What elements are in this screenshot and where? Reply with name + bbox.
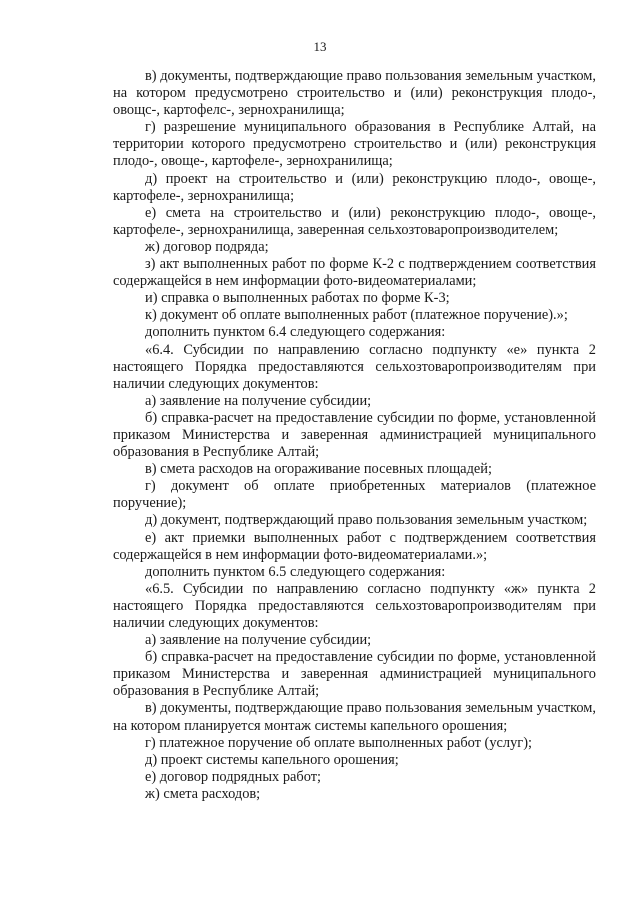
paragraph: и) справка о выполненных работах по форме К-3;	[145, 290, 450, 307]
paragraph: д) проект системы капельного орошения;	[145, 751, 399, 768]
paragraph: дополнить пунктом 6.5 следующего содержания:	[145, 563, 446, 580]
paragraph: е) договор подрядных работ;	[145, 768, 322, 785]
paragraph: к) документ об оплате выполненных работ (платежное поручение).»;	[145, 307, 568, 324]
page-number: 13	[313, 39, 327, 54]
paragraph: а) заявление на получение субсидии;	[145, 632, 372, 649]
paragraph: «6.5. Субсидии по направлению согласно подпункту «ж» пункта 2 настоящего Порядка предоставляются сельхозтоваропроизводителям при наличии следующих документов:	[113, 580, 596, 631]
document-body	[113, 68, 596, 803]
paragraph: ж) договор подряда;	[145, 238, 269, 255]
paragraph: г) документ об оплате приобретенных материалов (платежное поручение);	[113, 478, 596, 512]
paragraph: б) справка-расчет на предоставление субсидии по форме, установленной приказом Министерства и заверенная администрацией муниципального образования в Республике Алтай;	[113, 649, 596, 700]
paragraph: б) справка-расчет на предоставление субсидии по форме, установленной приказом Министерства и заверенная администрацией муниципального образования в Республике Алтай;	[113, 409, 596, 461]
paragraph: в) смета расходов на огораживание посевных площадей;	[145, 461, 492, 478]
paragraph: е) смета на строительство и (или) реконструкцию плодо-, овоще-, картофеле-, зернохранилища, заверенная сельхозтоваропроизводителем;	[113, 204, 596, 238]
paragraph: д) документ, подтверждающий право пользования земельным участком;	[145, 512, 588, 529]
paragraph: е) акт приемки выполненных работ с подтверждением соответствия содержащейся в нем информации фото-видеоматериалами.»;	[113, 529, 596, 563]
paragraph: г) платежное поручение об оплате выполненных работ (услуг);	[145, 734, 533, 751]
paragraph: в) документы, подтверждающие право пользования земельным участком, на котором планируется монтаж системы капельного орошения;	[113, 700, 596, 734]
paragraph: ж) смета расходов;	[145, 785, 261, 802]
paragraph: дополнить пунктом 6.4 следующего содержания:	[145, 324, 446, 341]
paragraph: в) документы, подтверждающие право пользования земельным участком, на котором предусмотрено строительство и (или) реконструкция плодо-, овощс-, картофелс-, зернохранилища;	[113, 68, 596, 119]
paragraph: з) акт выполненных работ по форме К-2 с подтверждением соответствия содержащейся в нем информации фото-видеоматериалами;	[113, 256, 596, 290]
paragraph: а) заявление на получение субсидии;	[145, 392, 372, 409]
paragraph: г) разрешение муниципального образования в Республике Алтай, на территории которого предусмотрено строительство и (или) реконструкция плодо-, овоще-, картофеле-, зернохранилища;	[113, 119, 596, 170]
paragraph: д) проект на строительство и (или) реконструкцию плодо-, овоще-, картофеле-, зернохранилища;	[113, 170, 596, 204]
paragraph: «6.4. Субсидии по направлению согласно подпункту «е» пункта 2 настоящего Порядка предоставляются сельхозтоваропроизводителям при наличии следующих документов:	[113, 341, 596, 392]
